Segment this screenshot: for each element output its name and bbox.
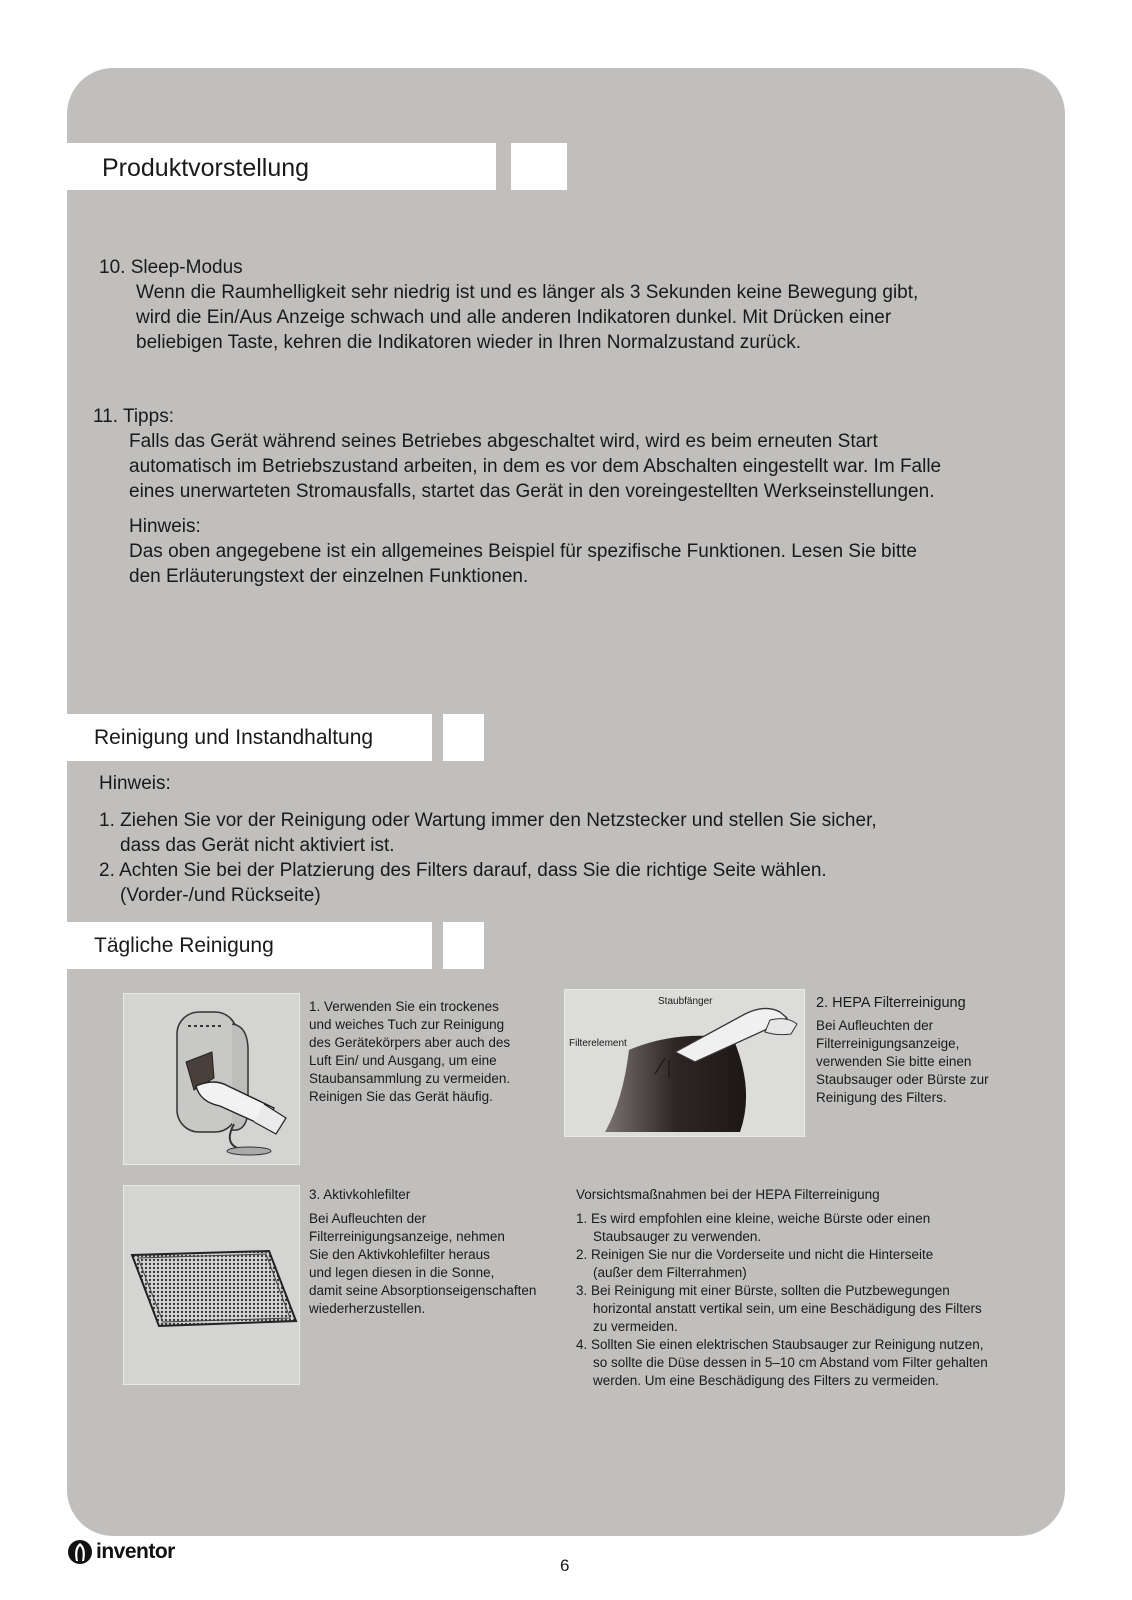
hepa-line: Staubsauger oder Bürste zur [816, 1072, 989, 1087]
tips-heading: 11. Tipps: [93, 406, 174, 427]
sleep-line: wird die Ein/Aus Anzeige schwach und alle anderen Indikatoren dunkel. Mit Drücken einer [136, 307, 892, 328]
maintenance-line: dass das Gerät nicht aktiviert ist. [120, 835, 395, 856]
caution-line: horizontal anstatt vertikal sein, um eine Beschädigung des Filters [593, 1301, 982, 1316]
tips-line: eines unerwarteten Stromausfalls, startet das Gerät in den voreingestellten Werkseinstellungen. [129, 481, 935, 502]
maintenance-line: 2. Achten Sie bei der Platzierung des Filters darauf, dass Sie die richtige Seite wählen. [99, 860, 827, 881]
caution-line: werden. Um eine Beschädigung des Filters zu vermeiden. [593, 1373, 939, 1388]
carbon-line: wiederherzustellen. [309, 1301, 426, 1316]
section-header-box [443, 922, 484, 969]
step1-line: und weiches Tuch zur Reinigung [309, 1017, 505, 1032]
label-dust-collector: Staubfänger [658, 996, 713, 1007]
tips-note-line: Das oben angegebene ist ein allgemeines Beispiel für spezifische Funktionen. Lesen Sie bitte [129, 541, 917, 562]
hepa-cleaning-illustration [564, 989, 805, 1137]
caution-line: 3. Bei Reinigung mit einer Bürste, sollten die Putzbewegungen [576, 1283, 950, 1298]
brand-name: inventor [96, 1540, 175, 1563]
section-header-box [511, 143, 567, 190]
step1-line: des Gerätekörpers aber auch des [309, 1035, 511, 1050]
carbon-line: Sie den Aktivkohlefilter heraus [309, 1247, 490, 1262]
maintenance-line: (Vorder-/und Rückseite) [120, 885, 321, 906]
carbon-line: und legen diesen in die Sonne, [309, 1265, 495, 1280]
hepa-line: Reinigung des Filters. [816, 1090, 947, 1105]
hepa-heading: 2. HEPA Filterreinigung [816, 995, 966, 1011]
page-number: 6 [560, 1556, 570, 1575]
step1-line: 1. Verwenden Sie ein trockenes [309, 999, 499, 1014]
carbon-line: Filterreinigungsanzeige, nehmen [309, 1229, 505, 1244]
caution-line: so sollte die Düse dessen in 5–10 cm Abstand vom Filter gehalten [593, 1355, 988, 1370]
caution-line: (außer dem Filterrahmen) [593, 1265, 747, 1280]
section-title-daily: Tägliche Reinigung [94, 934, 274, 957]
tips-note-line: den Erläuterungstext der einzelnen Funktionen. [129, 566, 529, 587]
caution-line: 4. Sollten Sie einen elektrischen Staubsauger zur Reinigung nutzen, [576, 1337, 984, 1352]
step1-line: Reinigen Sie das Gerät häufig. [309, 1089, 493, 1104]
section-title-product: Produktvorstellung [102, 154, 310, 182]
purifier-cleaning-illustration [123, 993, 300, 1165]
carbon-line: Bei Aufleuchten der [309, 1211, 427, 1226]
carbon-filter-illustration [123, 1185, 300, 1385]
hepa-line: verwenden Sie bitte einen [816, 1054, 972, 1069]
vacuum-filter-icon [565, 990, 803, 1135]
section-title-cleaning: Reinigung und Instandhaltung [94, 726, 374, 749]
caution-line: 2. Reinigen Sie nur die Vorderseite und nicht die Hinterseite [576, 1247, 934, 1262]
label-filter-element: Filterelement [569, 1038, 627, 1049]
caution-line: zu vermeiden. [593, 1319, 678, 1334]
maintenance-note-label: Hinweis: [99, 773, 171, 794]
tips-note-label: Hinweis: [129, 516, 201, 537]
hepa-line: Bei Aufleuchten der [816, 1018, 934, 1033]
maintenance-line: 1. Ziehen Sie vor der Reinigung oder Wartung immer den Netzstecker und stellen Sie sicher, [99, 810, 877, 831]
sleep-line: Wenn die Raumhelligkeit sehr niedrig ist und es länger als 3 Sekunden keine Bewegung gibt, [136, 282, 919, 303]
hepa-line: Filterreinigungsanzeige, [816, 1036, 960, 1051]
caution-heading: Vorsichtsmaßnahmen bei der HEPA Filterreinigung [576, 1187, 880, 1202]
step1-line: Luft Ein/ und Ausgang, um eine [309, 1053, 497, 1068]
caution-line: Staubsauger zu verwenden. [593, 1229, 762, 1244]
brand-logo-icon [67, 1539, 93, 1565]
carbon-heading: 3. Aktivkohlefilter [309, 1187, 411, 1202]
tips-line: Falls das Gerät während seines Betriebes abgeschaltet wird, wird es beim erneuten Start [129, 431, 878, 452]
tips-line: automatisch im Betriebszustand arbeiten, in dem es vor dem Abschalten eingestellt war. Im Falle [129, 456, 942, 477]
purifier-wipe-icon [124, 994, 298, 1163]
step1-line: Staubansammlung zu vermeiden. [309, 1071, 511, 1086]
sleep-line: beliebigen Taste, kehren die Indikatoren wieder in Ihren Normalzustand zurück. [136, 332, 802, 353]
sleep-heading: 10. Sleep-Modus [99, 257, 243, 278]
caution-line: 1. Es wird empfohlen eine kleine, weiche Bürste oder einen [576, 1211, 931, 1226]
section-header-box [443, 714, 484, 761]
carbon-line: damit seine Absorptionseigenschaften [309, 1283, 537, 1298]
carbon-filter-icon [124, 1186, 298, 1383]
